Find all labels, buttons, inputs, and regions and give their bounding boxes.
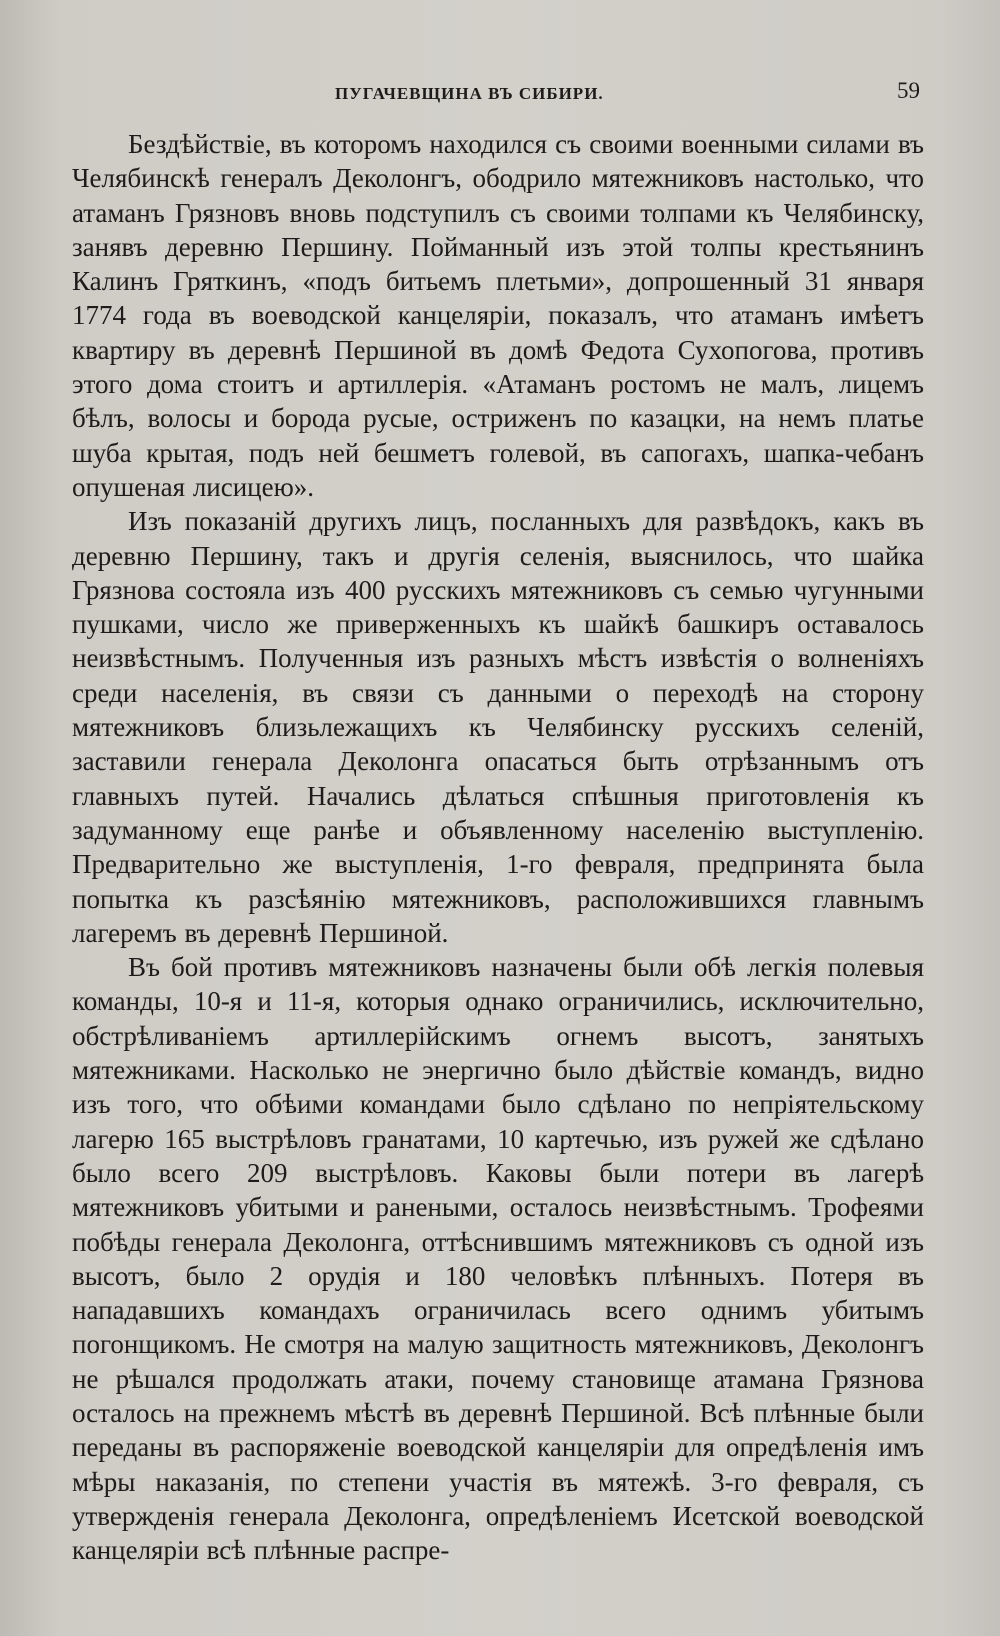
body-text — [72, 127, 924, 1567]
paragraph-3: Въ бой противъ мятежниковъ назначены были обѣ легкія полевыя команды, 10-я и 11-я, которыя однако ограничились, исключительно, обстрѣливаніемъ артиллерійскимъ огнемъ высотъ, занятыхъ мятежниками. Насколько не энергично было дѣйствіе командъ, видно изъ того, что обѣими командами было сдѣлано по непріятельскому лагерю 165 выстрѣловъ гранатами, 10 картечью, изъ ружей же сдѣлано было всего 209 выстрѣловъ. Каковы были потери въ лагерѣ мятежниковъ убитыми и ранеными, осталось неизвѣстнымъ. Трофеями побѣды генерала Деколонга, оттѣснившимъ мятежниковъ съ одной изъ высотъ, было 2 орудія и 180 человѣкъ плѣнныхъ. Потеря въ нападавшихъ командахъ ограничилась всего однимъ убитымъ погонщикомъ. Не смотря на малую защитность мятежниковъ, Деколонгъ не рѣшался продолжать атаки, почему становище атамана Грязнова осталось на прежнемъ мѣстѣ въ деревнѣ Першиной. Всѣ плѣнные были переданы въ распоряженіе воеводской канцеляріи для опредѣленія имъ мѣры наказанія, по степени участія въ мятежѣ. 3-го февраля, съ утвержденія генерала Деколонга, опредѣленіемъ Исетской воеводской канцеляріи всѣ плѣнные распре- — [72, 952, 924, 1566]
paragraph-1: Бездѣйствіе, въ которомъ находился съ своими военными силами въ Челябинскѣ генералъ Деколонгъ, ободрило мятежниковъ настолько, что атаманъ Грязновъ вновь подступилъ съ своими толпами къ Челябинску, занявъ деревню Першину. Пойманный изъ этой толпы крестьянинъ Калинъ Гряткинъ, «подъ битьемъ плетьми», допрошенный 31 января 1774 года въ воеводской канцеляріи, показалъ, что атаманъ имѣетъ квартиру въ деревнѣ Першиной въ домѣ Федота Сухопогова, противъ этого дома стоитъ и артиллерія. «Атаманъ ростомъ не малъ, лицемъ бѣлъ, волосы и борода русые, остриженъ по казацки, на немъ платье шуба крытая, подъ ней бешметъ голевой, въ сапогахъ, шапка-чебанъ опушеная лисицею». — [72, 129, 924, 502]
running-title: ПУГАЧЕВЩИНА ВЪ СИБИРИ. — [335, 84, 604, 103]
page-header — [70, 78, 920, 110]
page-number: 59 — [897, 78, 920, 103]
paragraph-2: Изъ показаній другихъ лицъ, посланныхъ для развѣдокъ, какъ въ деревню Першину, такъ и другія селенія, выяснилось, что шайка Грязнова состояла изъ 400 русскихъ мятежниковъ съ семью чугунными пушками, число же приверженныхъ къ шайкѣ башкиръ оставалось неизвѣстнымъ. Полученныя изъ разныхъ мѣстъ извѣстія о волненіяхъ среди населенія, въ связи съ данными о переходѣ на сторону мятежниковъ близьлежащихъ къ Челябинску русскихъ селеній, заставили генерала Деколонга опасаться быть отрѣзаннымъ отъ главныхъ путей. Начались дѣлаться спѣшныя приготовленія къ задуманному еще ранѣе и объявленному населенію выступленію. Предварительно же выступленія, 1-го февраля, предпринята была попытка къ разсѣянію мятежниковъ, расположившихся главнымъ лагеремъ въ деревнѣ Першиной. — [72, 506, 924, 948]
